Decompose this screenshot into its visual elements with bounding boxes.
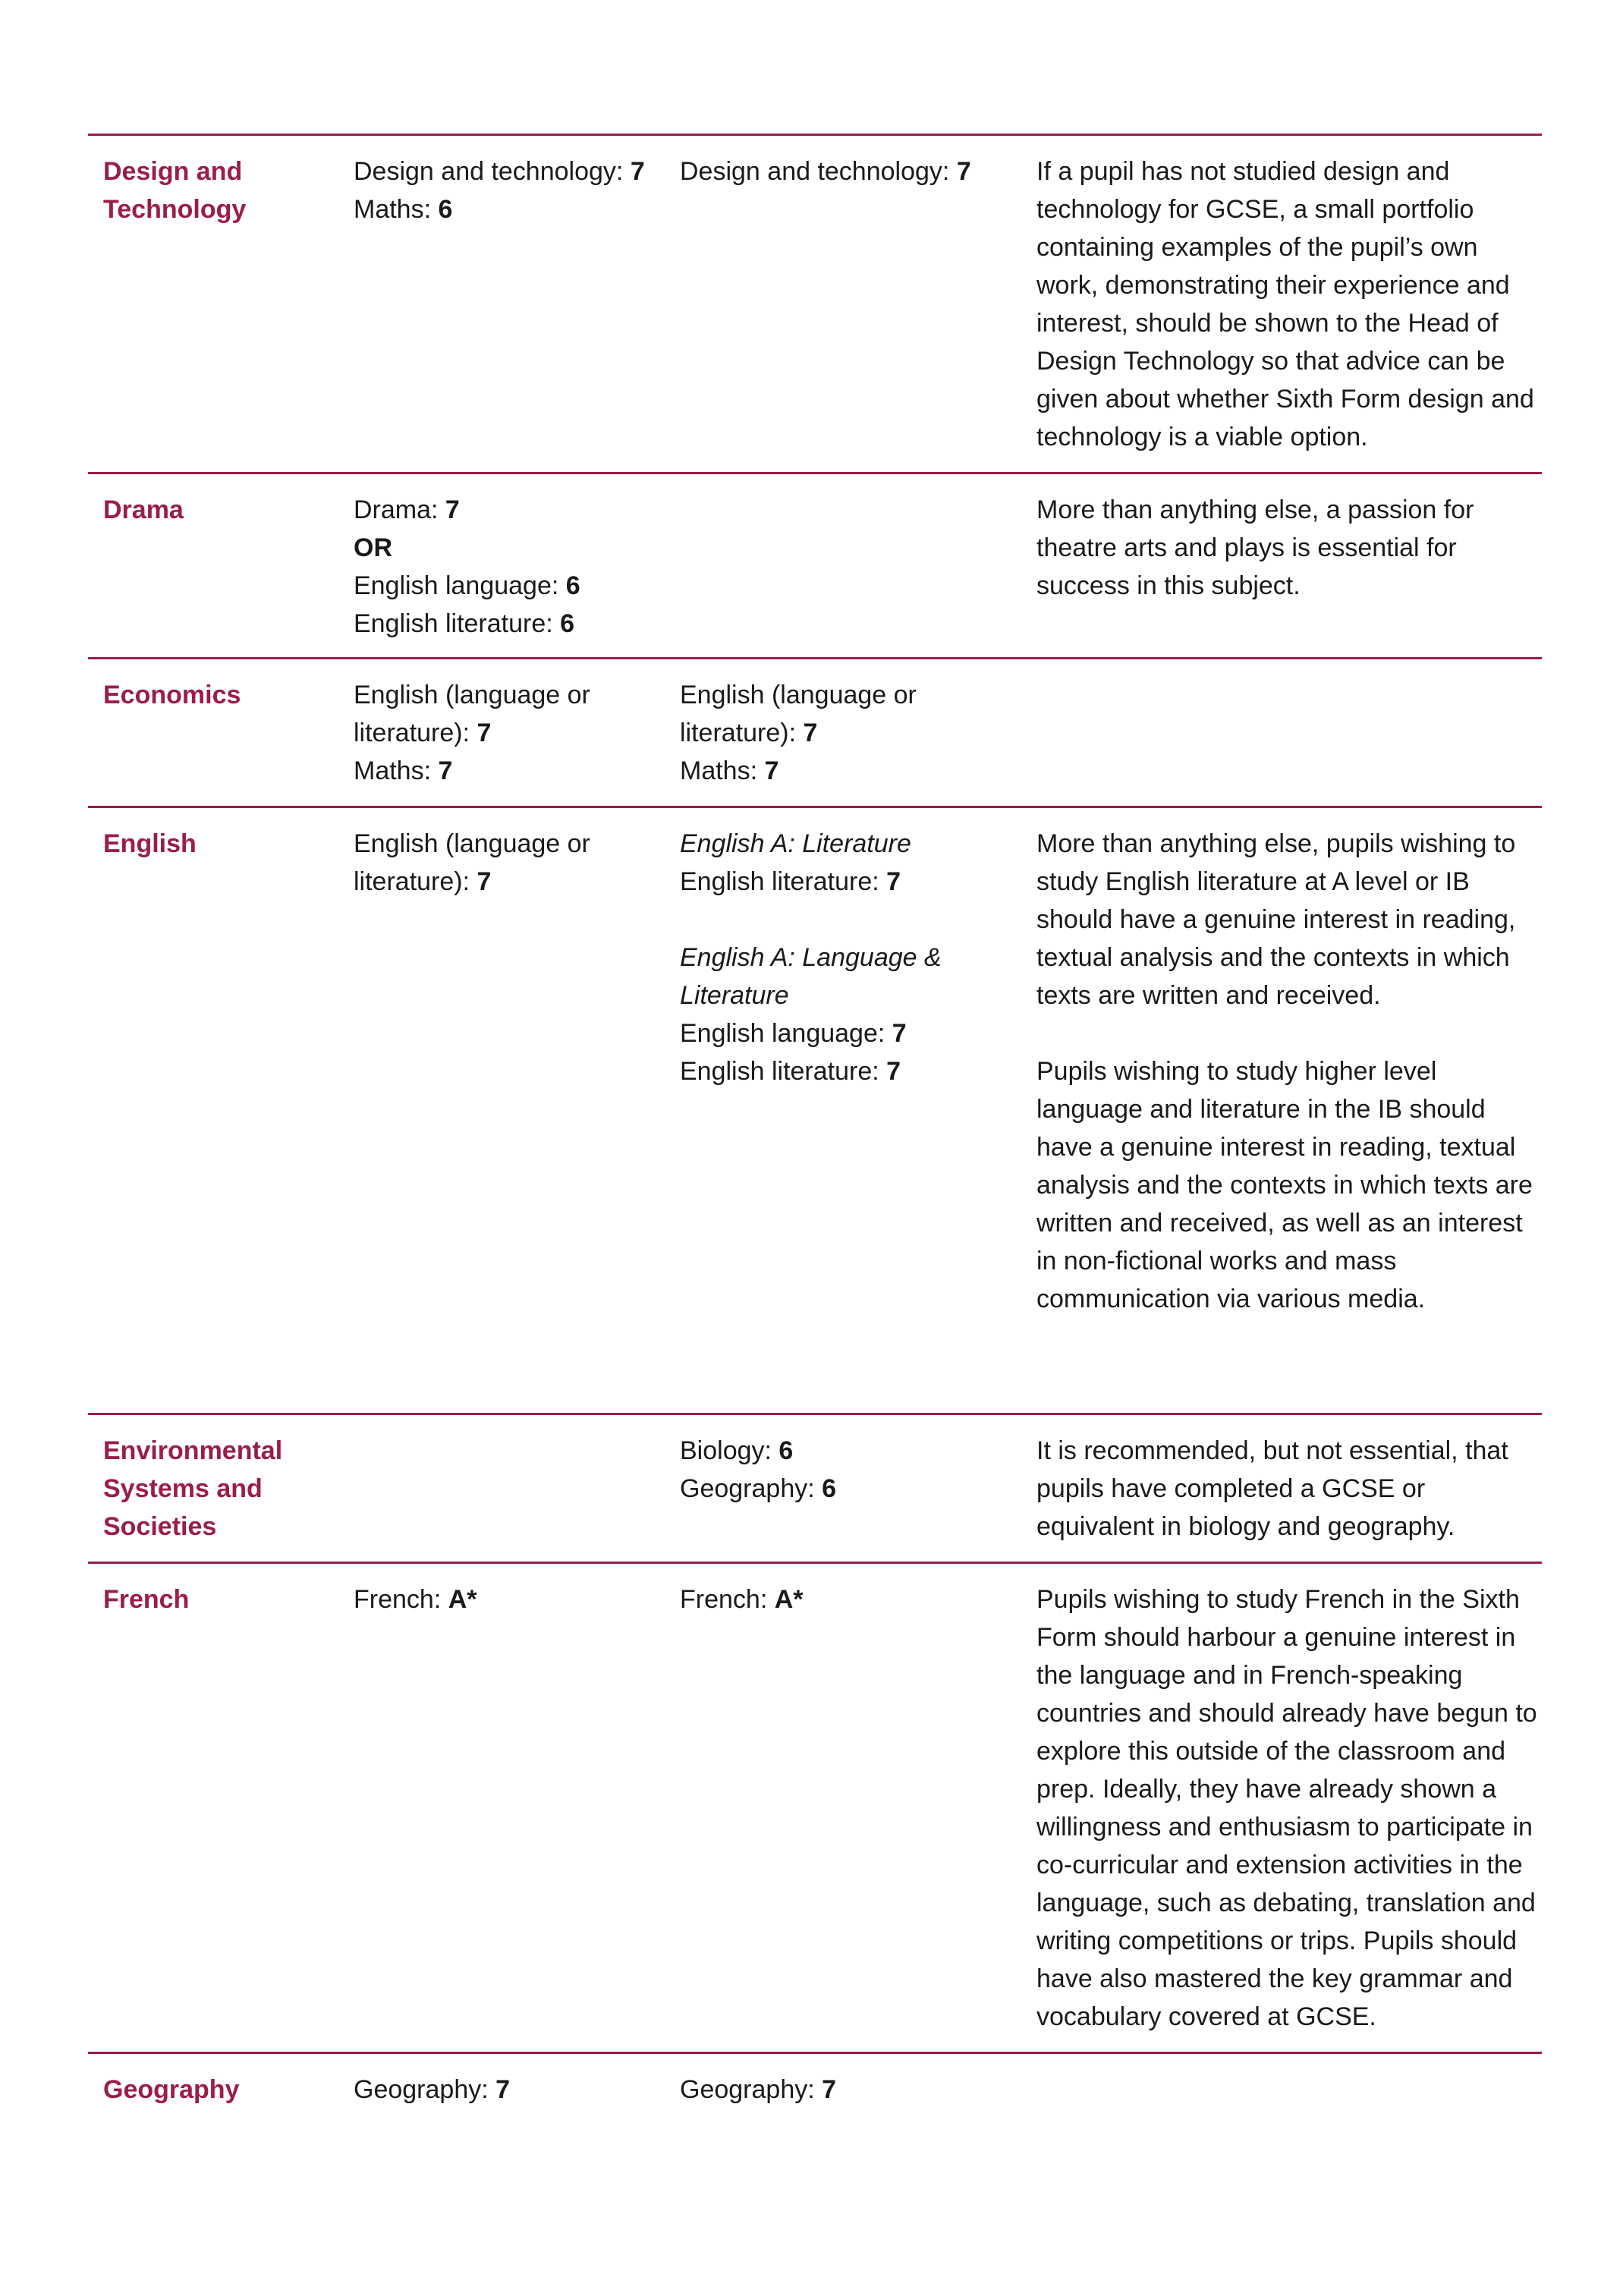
ib-requirements xyxy=(680,2071,1014,2109)
table-row xyxy=(88,2052,1542,2143)
table-row xyxy=(88,134,1542,472)
requirement-line: Design and technology: 7 xyxy=(680,157,971,186)
table-row xyxy=(88,806,1542,1413)
requirement-line: French: A* xyxy=(680,1585,804,1614)
requirement-line: Biology: 6 xyxy=(680,1436,794,1465)
requirement-line: Geography: 6 xyxy=(680,1474,837,1503)
requirement-line: Maths: 6 xyxy=(354,195,453,224)
note-paragraph: More than anything else, pupils wishing to study English literature at A level or IB should have a genuine interest in reading, textual analysis and the contexts in which texts are written and received. xyxy=(1036,829,1516,1010)
requirement-line: English language: 7 xyxy=(680,1019,907,1048)
requirement-line: English (language or literature): 7 xyxy=(680,681,917,747)
subject-name: English xyxy=(103,829,197,858)
notes xyxy=(1036,825,1537,1318)
gcse-requirements xyxy=(354,491,665,643)
requirement-line: English language: 6 xyxy=(354,571,580,600)
subject-name: Design and Technology xyxy=(103,157,247,224)
gcse-requirements xyxy=(354,825,604,901)
requirement-line: Drama: 7 xyxy=(354,495,460,524)
subject-name: Geography xyxy=(103,2075,240,2104)
spacer xyxy=(1036,1014,1537,1052)
note-paragraph: Pupils wishing to study higher level language and literature in the IB should have a genuine interest in reading, textual analysis and the contexts in which texts are written and received, as well as an interest in non-fictional works and mass communication via various media. xyxy=(1036,1057,1533,1313)
ib-requirements xyxy=(680,825,968,1090)
ib-requirements xyxy=(680,1580,1014,1618)
requirement-line: English literature: 6 xyxy=(354,609,575,638)
table-row xyxy=(88,1562,1542,2052)
requirement-line: English literature: 7 xyxy=(680,1057,901,1086)
table-row xyxy=(88,1413,1542,1562)
requirement-line: Maths: 7 xyxy=(354,756,453,785)
ib-requirements xyxy=(680,1432,1014,1508)
notes: Pupils wishing to study French in the Sixth Form should harbour a genuine interest in the language and in French-speaking countries and should already have begun to explore this outside of the classroom and prep. Ideally, they have already shown a willingness and enthusiasm to participate in co-curricular and extension activities in the language, such as debating, translation and writing competitions or trips. Pupils should have also mastered the key grammar and vocabulary covered at GCSE. xyxy=(1036,1585,1537,2031)
ib-requirements xyxy=(680,676,930,790)
requirement-line: English literature: 7 xyxy=(680,867,901,896)
gcse-requirements xyxy=(354,676,604,790)
notes: It is recommended, but not essential, that pupils have completed a GCSE or equivalent in biology and geography. xyxy=(1036,1436,1508,1541)
or-separator: OR xyxy=(354,533,392,562)
gcse-requirements xyxy=(354,1580,665,1618)
course-heading: English A: Literature xyxy=(680,829,911,858)
table-row xyxy=(88,657,1542,806)
requirement-line: Maths: 7 xyxy=(680,756,779,785)
notes: If a pupil has not studied design and technology for GCSE, a small portfolio containing examples of the pupil’s own work, demonstrating their experience and interest, should be shown to the Head of Design Technology so that advice can be given about whether Sixth Form design and technology is a viable option. xyxy=(1036,157,1534,451)
course-heading: English A: Language & Literature xyxy=(680,943,942,1010)
requirement-line: English (language or literature): 7 xyxy=(354,829,590,896)
notes: More than anything else, a passion for theatre arts and plays is essential for success in this subject. xyxy=(1036,495,1474,600)
spacer xyxy=(680,901,968,939)
requirement-line: Geography: 7 xyxy=(680,2075,837,2104)
requirement-line: Geography: 7 xyxy=(354,2075,511,2104)
subject-name: Environmental Systems and Societies xyxy=(103,1436,283,1541)
requirement-line: Design and technology: 7 xyxy=(354,157,645,186)
subject-name: French xyxy=(103,1585,190,1614)
subject-name: Drama xyxy=(103,495,184,524)
gcse-requirements xyxy=(354,2071,665,2109)
ib-requirements xyxy=(680,153,1014,190)
table-row xyxy=(88,472,1542,657)
requirements-table xyxy=(88,134,1542,2143)
requirement-line: English (language or literature): 7 xyxy=(354,681,590,747)
subject-name: Economics xyxy=(103,681,241,709)
requirement-line: French: A* xyxy=(354,1585,477,1614)
gcse-requirements xyxy=(354,153,665,228)
